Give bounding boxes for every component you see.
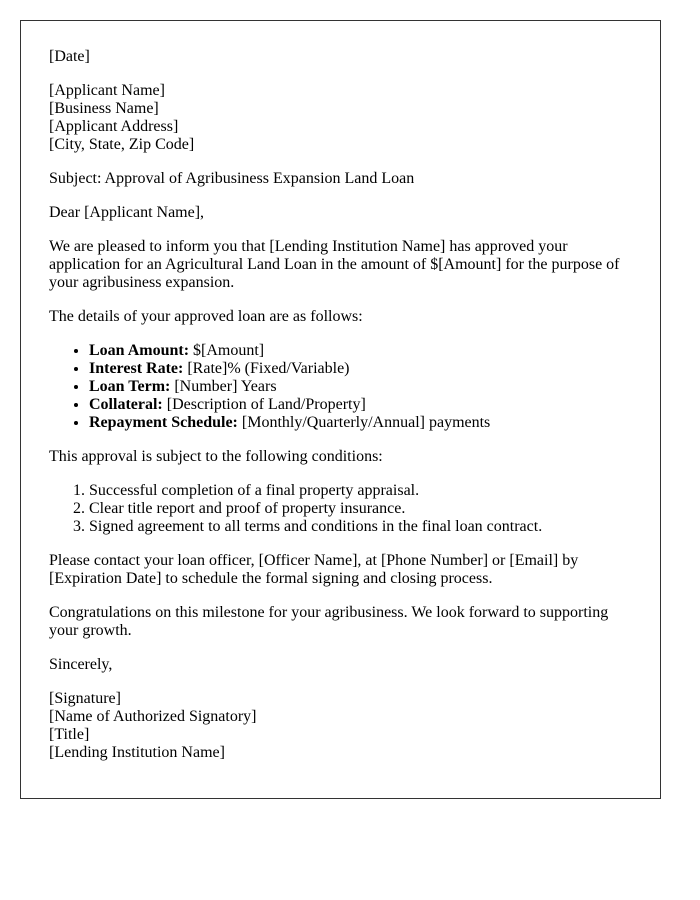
- recipient-business: [Business Name]: [49, 100, 159, 117]
- loan-details-list: [49, 342, 632, 432]
- recipient-block: [49, 82, 632, 154]
- detail-label: Interest Rate:: [89, 360, 184, 377]
- salutation: Dear [Applicant Name],: [49, 204, 205, 221]
- detail-value: $[Amount]: [189, 342, 265, 359]
- detail-item: [89, 414, 632, 432]
- letter: [20, 20, 661, 799]
- congrats-paragraph: Congratulations on this milestone for your agribusiness. We look forward to supporting your growth.: [49, 604, 609, 639]
- signatory-title: [Title]: [49, 726, 90, 743]
- conditions-intro: This approval is subject to the following conditions:: [49, 448, 383, 465]
- detail-value: [Rate]% (Fixed/Variable): [183, 360, 350, 377]
- detail-label: Loan Term:: [89, 378, 171, 395]
- contact-paragraph: Please contact your loan officer, [Officer Name], at [Phone Number] or [Email] by [Expiration Date] to schedule the formal signing and closing process.: [49, 552, 579, 587]
- recipient-city: [City, State, Zip Code]: [49, 136, 195, 153]
- detail-label: Collateral:: [89, 396, 163, 413]
- date: [Date]: [49, 48, 90, 65]
- conditions-list: [49, 482, 632, 536]
- detail-label: Loan Amount:: [89, 342, 190, 359]
- signature-block: [49, 690, 632, 762]
- recipient-name: [Applicant Name]: [49, 82, 165, 99]
- detail-value: [Monthly/Quarterly/Annual] payments: [237, 414, 491, 431]
- detail-item: [89, 378, 632, 396]
- detail-item: [89, 360, 632, 378]
- detail-value: [Number] Years: [170, 378, 277, 395]
- detail-item: [89, 342, 632, 360]
- intro-paragraph: We are pleased to inform you that [Lending Institution Name] has approved your application for an Agricultural Land Loan in the amount of $[Amount] for the purpose of your agribusiness expansion.: [49, 238, 620, 291]
- signatory-name: [Name of Authorized Signatory]: [49, 708, 257, 725]
- condition-item: 2. Clear title report and proof of property insurance.: [89, 500, 632, 518]
- condition-item: 3. Signed agreement to all terms and conditions in the final loan contract.: [89, 518, 632, 536]
- detail-label: Repayment Schedule:: [89, 414, 238, 431]
- signatory-institution: [Lending Institution Name]: [49, 744, 225, 761]
- detail-item: [89, 396, 632, 414]
- signature: [Signature]: [49, 690, 121, 707]
- recipient-address: [Applicant Address]: [49, 118, 179, 135]
- condition-item: 1. Successful completion of a final property appraisal.: [89, 482, 632, 500]
- details-intro: The details of your approved loan are as follows:: [49, 308, 363, 325]
- subject: Subject: Approval of Agribusiness Expansion Land Loan: [49, 170, 415, 187]
- closing: Sincerely,: [49, 656, 113, 673]
- detail-value: [Description of Land/Property]: [162, 396, 366, 413]
